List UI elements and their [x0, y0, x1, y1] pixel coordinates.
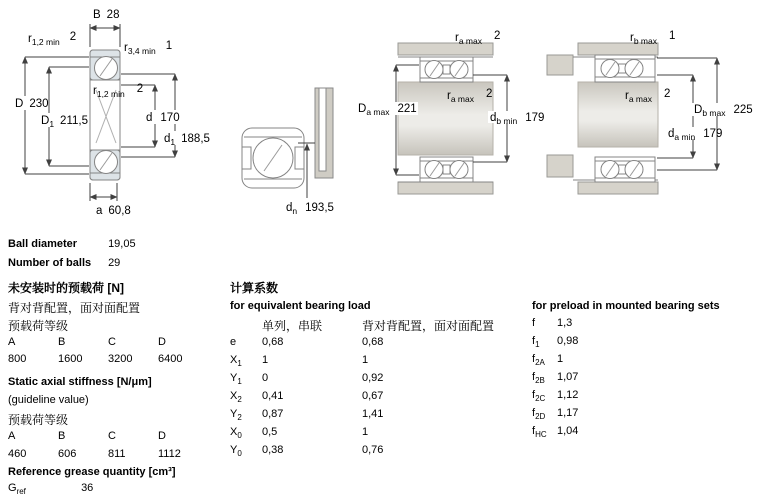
factor-row-f1: $f_1$ 0,98 — [532, 335, 579, 350]
fig4-label-da: $d_{a min}$ 179 — [668, 128, 723, 142]
ball-diameter-row — [8, 238, 136, 250]
stiffness-class-headers — [8, 430, 208, 442]
stiffness-values — [8, 448, 208, 460]
preload-class-label: 预载荷等级 — [8, 319, 69, 333]
fig1-label-a: a 60,8 — [96, 205, 131, 217]
stiffness-A: 460 — [8, 448, 27, 460]
calc-subtitle: for equivalent bearing load — [230, 300, 371, 312]
fig4-label-Db: $D_{b max}$ 225 — [694, 104, 753, 118]
calc-row-y0: $Y_0$ 0,38 0,76 — [230, 444, 384, 459]
calc-row-x2: $X_2$ 0,41 0,67 — [230, 390, 384, 405]
preload-class-headers — [8, 336, 208, 348]
preload-C: 3200 — [108, 353, 133, 365]
calc-row-x0: $X_0$ 0,5 1 — [230, 426, 369, 441]
stiffness-subtitle: (guideline value) — [8, 394, 89, 406]
grease-symbol: $G_{ref}$ — [8, 482, 26, 497]
figure-bearing-set-right — [545, 25, 766, 200]
preload-B: 1600 — [58, 353, 83, 365]
factor-row-f2c: $f_{2C}$ 1,12 — [532, 389, 579, 404]
stiffness-C: 811 — [108, 448, 126, 460]
fig3-label-db: $d_{b min}$ 179 — [490, 112, 545, 126]
fig1-label-r12-mid: $r_{1,2 min}$ 2 — [93, 83, 144, 99]
calc-col1-header: 单列，串联 — [262, 319, 323, 333]
fig3-label-Da: $D_{a max}$ 221 — [358, 103, 417, 117]
factor-row-f2b: $f_{2B}$ 1,07 — [532, 371, 579, 386]
ball-diameter-label: Ball diameter — [8, 238, 78, 250]
number-of-balls-label: Number of balls — [8, 257, 92, 269]
preload-unmounted-title: 未安装时的预载荷 [N] — [8, 281, 124, 295]
calc-col2-header: 背对背配置，面对面配置 — [362, 319, 495, 333]
col-B: B — [58, 430, 66, 442]
fig1-bearing-section — [90, 50, 120, 180]
stiffness-title: Static axial stiffness [N/μm] — [8, 376, 152, 388]
fig1-label-D: D 230 — [15, 98, 49, 110]
col-A: A — [8, 430, 16, 442]
figure-bearing-front-view — [236, 86, 348, 226]
fig2-bearing — [242, 128, 304, 188]
grease-value: 36 — [81, 482, 94, 494]
stiffness-B: 606 — [58, 448, 77, 460]
col-B: B — [58, 336, 66, 348]
fig1-label-r12-top: $r_{1,2 min}$ 2 — [28, 31, 77, 47]
calc-row-e: e 0,68 0,68 — [230, 336, 384, 348]
fig2-label-dn: $d_n$ 193,5 — [286, 202, 334, 216]
fig1-label-r34-top: $r_{3,4 min}$ 1 — [124, 40, 173, 56]
fig2-sleeve — [315, 88, 333, 178]
preload-sets-title: for preload in mounted bearing sets — [532, 300, 720, 312]
grease-row — [8, 482, 94, 497]
factor-row-f2a: $f_{2A}$ 1 — [532, 353, 564, 368]
number-of-balls-value: 29 — [108, 257, 121, 269]
col-A: A — [8, 336, 16, 348]
factor-row-f: f 1,3 — [532, 317, 573, 329]
factor-row-fhc: $f_{HC}$ 1,04 — [532, 425, 579, 440]
fig3-label-ra-mid: $r_{a max}$ 2 — [447, 88, 493, 104]
number-of-balls-row — [8, 257, 120, 269]
preload-D: 6400 — [158, 353, 183, 365]
calc-row-y2: $Y_2$ 0,87 1,41 — [230, 408, 384, 423]
stiffness-class-label: 预载荷等级 — [8, 413, 69, 427]
stiffness-D: 1112 — [158, 448, 181, 460]
figure-bearing-set-left — [355, 25, 545, 200]
factor-row-f2d: $f_{2D}$ 1,17 — [532, 407, 579, 422]
fig4-label-rb-top: $r_{b max}$ 1 — [630, 30, 676, 46]
fig1-label-d1: $d_1$ 188,5 — [164, 133, 210, 147]
fig1-label-d: d 170 — [146, 112, 180, 124]
col-C: C — [108, 336, 116, 348]
col-D: D — [158, 336, 166, 348]
calc-column-headers — [230, 317, 494, 334]
calc-row-x1: $X_1$ 1 1 — [230, 354, 369, 369]
grease-title: Reference grease quantity [cm³] — [8, 466, 176, 478]
fig4-label-ra-mid: $r_{a max}$ 2 — [625, 88, 671, 104]
preload-A: 800 — [8, 353, 27, 365]
fig1-label-D1: $D_1$ 211,5 — [41, 115, 88, 129]
figure-bearing-cross-section — [0, 0, 240, 228]
calc-row-y1: $Y_1$ 0 0,92 — [230, 372, 384, 387]
preload-values — [8, 353, 208, 365]
col-C: C — [108, 430, 116, 442]
ball-diameter-value: 19,05 — [108, 238, 136, 250]
fig1-label-B: B 28 — [93, 9, 120, 21]
calc-title: 计算系数 — [230, 281, 279, 295]
col-D: D — [158, 430, 166, 442]
fig3-label-ra-top: $r_{a max}$ 2 — [455, 30, 501, 46]
preload-unmounted-subtitle: 背对背配置，面对面配置 — [8, 301, 141, 315]
